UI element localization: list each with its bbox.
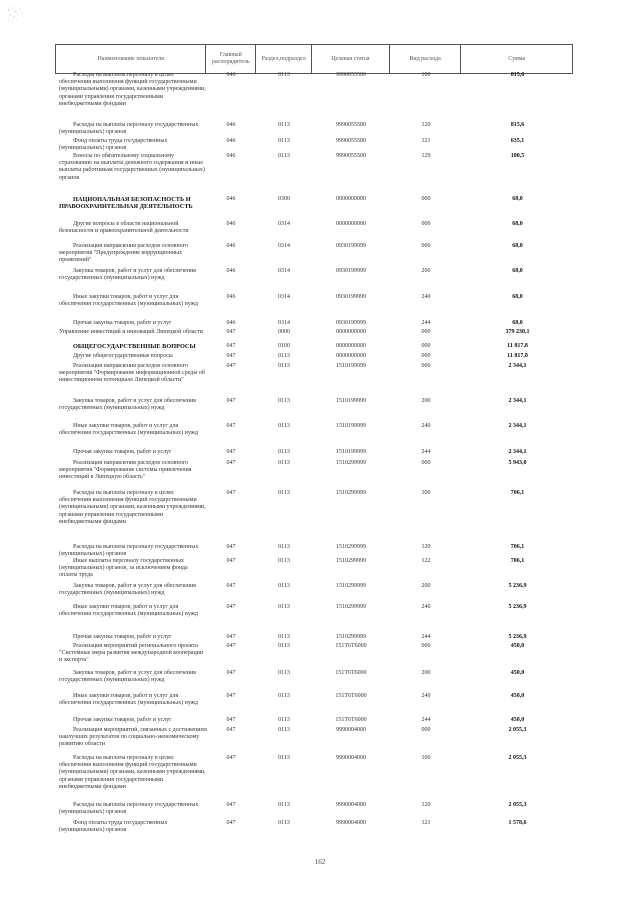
row-expense: 000 <box>421 243 431 249</box>
row-target: 0930199999 <box>336 294 366 300</box>
row-admin: 046 <box>226 122 236 128</box>
row-admin: 047 <box>226 727 236 733</box>
row-expense: 000 <box>421 353 431 359</box>
row-name: Прочая закупка товаров, работ и услуг <box>73 717 172 723</box>
row-name: Расходы на выплаты персоналу в целях обеспечения выполнения функций государственными (муниципальными) органами, казенными учреждениями, органами управления государственными внебюджетными фондами <box>59 490 206 525</box>
row-section: 0113 <box>278 423 290 429</box>
row-admin: 047 <box>226 670 236 676</box>
header-expense: Вид расхода <box>390 45 462 73</box>
row-name: Прочая закупка товаров, работ и услуг <box>73 320 172 326</box>
row-section: 0113 <box>278 363 290 369</box>
row-sum: 450,0 <box>510 643 525 649</box>
row-section: 0113 <box>278 398 290 404</box>
row-admin: 047 <box>226 460 236 466</box>
header-name: Наименование показателя <box>56 45 206 73</box>
row-section: 0113 <box>278 353 290 359</box>
row-target: 9990004000 <box>336 727 366 733</box>
row-section: 0113 <box>278 460 290 466</box>
row-target: 1510199999 <box>336 449 366 455</box>
row-expense: 244 <box>421 449 431 455</box>
table-header <box>55 44 573 74</box>
row-target: 0930199999 <box>336 320 366 326</box>
row-target: 1510299999 <box>336 634 366 640</box>
row-target: 1510199999 <box>336 398 366 404</box>
row-section: 0113 <box>278 604 290 610</box>
row-expense: 200 <box>421 670 431 676</box>
row-admin: 046 <box>226 196 236 202</box>
row-admin: 047 <box>226 343 236 349</box>
row-name: Закупка товаров, работ и услуг для обеспечения государственных (муниципальных) нужд <box>59 670 196 684</box>
row-sum: 1 578,6 <box>508 820 527 826</box>
row-name: Иные закупки товаров, работ и услуг для обеспечения государственных (муниципальных) нужд <box>59 693 198 707</box>
row-expense: 200 <box>421 268 431 274</box>
row-sum: 450,0 <box>510 717 525 723</box>
row-target: 151T6T6000 <box>335 670 367 676</box>
row-sum: 706,1 <box>510 490 525 496</box>
row-sum: 450,0 <box>510 693 525 699</box>
row-target: 1510299999 <box>336 558 366 564</box>
row-name: Расходы на выплаты персоналу государственных (муниципальных) органов <box>59 544 199 558</box>
row-sum: 2 055,3 <box>508 727 527 733</box>
row-sum: 68,0 <box>512 221 523 227</box>
row-sum: 2 344,1 <box>508 363 527 369</box>
row-expense: 000 <box>421 727 431 733</box>
row-name: НАЦИОНАЛЬНАЯ БЕЗОПАСНОСТЬ И ПРАВООХРАНИТЕЛЬНАЯ ДЕЯТЕЛЬНОСТЬ <box>59 196 193 211</box>
row-sum: 68,0 <box>512 268 523 274</box>
row-target: 9990004000 <box>336 802 366 808</box>
row-target: 1510199999 <box>336 423 366 429</box>
row-section: 0113 <box>278 72 290 78</box>
row-section: 0300 <box>278 196 290 202</box>
row-expense: 120 <box>421 544 431 550</box>
row-target: 9990055500 <box>336 138 366 144</box>
row-target: 9990004000 <box>336 820 366 826</box>
row-name: Расходы на выплаты персоналу государственных (муниципальных) органов <box>59 122 199 136</box>
row-section: 0113 <box>278 802 290 808</box>
row-admin: 047 <box>226 693 236 699</box>
row-section: 0113 <box>278 727 290 733</box>
row-expense: 244 <box>421 634 431 640</box>
row-name: Иные закупки товаров, работ и услуг для обеспечения государственных (муниципальных) нужд <box>59 604 198 618</box>
row-admin: 047 <box>226 755 236 761</box>
row-expense: 120 <box>421 122 431 128</box>
row-admin: 047 <box>226 490 236 496</box>
row-admin: 046 <box>226 320 236 326</box>
row-expense: 000 <box>421 460 431 466</box>
row-section: 0113 <box>278 558 290 564</box>
row-expense: 244 <box>421 320 431 326</box>
row-sum: 68,0 <box>512 196 523 202</box>
row-expense: 121 <box>421 820 431 826</box>
row-name: Другие вопросы в области национальной безопасности и правоохранительной деятельности <box>59 221 189 235</box>
row-section: 0113 <box>278 449 290 455</box>
row-admin: 047 <box>226 802 236 808</box>
header-section: Раздел,подраздел <box>256 45 312 73</box>
row-admin: 047 <box>226 329 236 335</box>
row-expense: 240 <box>421 294 431 300</box>
corner-mark-icon <box>6 6 28 26</box>
row-section: 0314 <box>278 268 290 274</box>
row-expense: 100 <box>421 490 431 496</box>
row-name: Реализация направления расходов основного мероприятия "Формирование информационной среды об инвестиционном потенциале Липецкой области" <box>59 363 205 384</box>
row-section: 0113 <box>278 490 290 496</box>
row-target: 1510299999 <box>336 460 366 466</box>
row-expense: 000 <box>421 643 431 649</box>
header-admin: Главный распорядитель <box>206 45 256 73</box>
row-section: 0113 <box>278 544 290 550</box>
row-sum: 2 344,1 <box>508 449 527 455</box>
row-target: 9990055500 <box>336 122 366 128</box>
row-admin: 047 <box>226 449 236 455</box>
row-expense: 000 <box>421 363 431 369</box>
row-name: Иные закупки товаров, работ и услуг для обеспечения государственных (муниципальных) нужд <box>59 423 198 437</box>
row-name: Прочая закупка товаров, работ и услуг <box>73 449 172 455</box>
row-section: 0314 <box>278 294 290 300</box>
row-expense: 240 <box>421 693 431 699</box>
row-target: 151T6T6000 <box>335 643 367 649</box>
row-section: 0314 <box>278 221 290 227</box>
row-name: Иные выплаты персоналу государственных (муниципальных) органов, за исключением фонда оплаты труда <box>59 558 188 579</box>
row-target: 1510299999 <box>336 604 366 610</box>
row-target: 1510299999 <box>336 583 366 589</box>
row-expense: 240 <box>421 423 431 429</box>
page-number: 162 <box>314 858 326 866</box>
row-expense: 100 <box>421 72 431 78</box>
row-expense: 244 <box>421 717 431 723</box>
row-admin: 047 <box>226 583 236 589</box>
row-name: Реализация направления расходов основного мероприятия "Предупреждение коррупционных проявлений" <box>59 243 189 264</box>
row-section: 0113 <box>278 755 290 761</box>
row-admin: 047 <box>226 643 236 649</box>
header-target: Целевая статья <box>312 45 390 73</box>
row-sum: 180,5 <box>510 153 525 159</box>
row-expense: 120 <box>421 802 431 808</box>
row-section: 0113 <box>278 153 290 159</box>
row-section: 0113 <box>278 717 290 723</box>
row-sum: 2 055,3 <box>508 802 527 808</box>
row-section: 0113 <box>278 138 290 144</box>
row-sum: 68,0 <box>512 294 523 300</box>
row-admin: 047 <box>226 604 236 610</box>
row-sum: 11 817,8 <box>507 343 528 349</box>
row-name: Фонд оплаты труда государственных (муниципальных) органов <box>59 138 168 152</box>
row-admin: 046 <box>226 153 236 159</box>
row-section: 0113 <box>278 634 290 640</box>
row-admin: 046 <box>226 221 236 227</box>
row-section: 0113 <box>278 693 290 699</box>
row-admin: 047 <box>226 558 236 564</box>
row-sum: 815,6 <box>510 72 525 78</box>
row-name: Управление инвестиций и инноваций Липецкой области <box>59 329 203 335</box>
row-target: 1510199999 <box>336 363 366 369</box>
row-target: 151T6T6000 <box>335 717 367 723</box>
row-name: Взносы по обязательному социальному страхованию на выплаты денежного содержания и иные выплаты работникам государственных (муниципальных) органов <box>59 153 205 181</box>
row-sum: 379 230,1 <box>505 329 530 335</box>
row-sum: 2 055,3 <box>508 755 527 761</box>
row-admin: 046 <box>226 138 236 144</box>
row-expense: 000 <box>421 329 431 335</box>
row-sum: 5 236,9 <box>508 604 527 610</box>
row-sum: 450,0 <box>510 670 525 676</box>
row-sum: 706,1 <box>510 544 525 550</box>
row-target: 0930199999 <box>336 243 366 249</box>
row-section: 0100 <box>278 343 290 349</box>
row-sum: 5 236,9 <box>508 634 527 640</box>
row-section: 0113 <box>278 643 290 649</box>
row-admin: 047 <box>226 544 236 550</box>
row-sum: 2 344,1 <box>508 398 527 404</box>
row-expense: 200 <box>421 398 431 404</box>
row-admin: 047 <box>226 363 236 369</box>
row-section: 0113 <box>278 820 290 826</box>
row-admin: 046 <box>226 268 236 274</box>
row-expense: 121 <box>421 138 431 144</box>
row-name: Закупка товаров, работ и услуг для обеспечения государственных (муниципальных) нужд <box>59 583 196 597</box>
row-name: Иные закупки товаров, работ и услуг для обеспечения государственных (муниципальных) нужд <box>59 294 198 308</box>
row-expense: 100 <box>421 755 431 761</box>
row-admin: 046 <box>226 294 236 300</box>
row-name: Закупка товаров, работ и услуг для обеспечения государственных (муниципальных) нужд <box>59 268 196 282</box>
row-name: Другие общегосударственные вопросы <box>73 353 173 359</box>
row-name: Реализация направления расходов основного мероприятия "Формирование системы привлечения инвестиций в Липецкую область" <box>59 460 192 481</box>
row-name: Реализация мероприятий регионального проекта "Системные меры развития международной кооперации и экспорта" <box>59 643 204 664</box>
row-expense: 000 <box>421 343 431 349</box>
row-name: Прочая закупка товаров, работ и услуг <box>73 634 172 640</box>
row-name: ОБЩЕГОСУДАРСТВЕННЫЕ ВОПРОСЫ <box>73 343 196 350</box>
row-target: 9990004000 <box>336 755 366 761</box>
row-admin: 047 <box>226 353 236 359</box>
row-sum: 635,1 <box>510 138 525 144</box>
row-admin: 047 <box>226 634 236 640</box>
row-sum: 815,6 <box>510 122 525 128</box>
row-target: 9990055500 <box>336 72 366 78</box>
row-sum: 68,0 <box>512 320 523 326</box>
row-name: Расходы на выплаты персоналу государственных (муниципальных) органов <box>59 802 199 816</box>
row-sum: 11 817,8 <box>507 353 528 359</box>
row-target: 0000000000 <box>336 329 366 335</box>
header-sum: Сумма <box>508 55 526 62</box>
row-expense: 129 <box>421 153 431 159</box>
row-name: Расходы на выплаты персоналу в целях обеспечения выполнения функций государственными (муниципальными) органами, казенными учреждениями, органами управления государственными внебюджетными фондами <box>59 755 206 790</box>
row-section: 0000 <box>278 329 290 335</box>
row-target: 0930199999 <box>336 268 366 274</box>
row-name: Расходы на выплаты персоналу в целях обеспечения выполнения функций государственными (муниципальными) органами, казенными учреждениями, органами управления государственными внебюджетными фондами <box>59 72 206 107</box>
row-sum: 68,0 <box>512 243 523 249</box>
row-name: Реализация мероприятий, связанных с достижением наилучших результатов по социально-экономическому развитию области <box>59 727 207 748</box>
row-expense: 200 <box>421 583 431 589</box>
row-admin: 047 <box>226 423 236 429</box>
row-name: Закупка товаров, работ и услуг для обеспечения государственных (муниципальных) нужд <box>59 398 196 412</box>
row-section: 0113 <box>278 670 290 676</box>
row-section: 0113 <box>278 122 290 128</box>
row-target: 0000000000 <box>336 353 366 359</box>
row-target: 0000000000 <box>336 221 366 227</box>
row-admin: 046 <box>226 243 236 249</box>
row-target: 0000000000 <box>336 343 366 349</box>
row-target: 9990055500 <box>336 153 366 159</box>
row-admin: 047 <box>226 398 236 404</box>
row-sum: 5 943,0 <box>508 460 527 466</box>
row-target: 151T6T6000 <box>335 693 367 699</box>
row-admin: 047 <box>226 820 236 826</box>
row-admin: 046 <box>226 72 236 78</box>
row-sum: 2 344,1 <box>508 423 527 429</box>
row-target: 1510299999 <box>336 490 366 496</box>
row-name: Фонд оплаты труда государственных (муниципальных) органов <box>59 820 168 834</box>
row-sum: 706,1 <box>510 558 525 564</box>
row-section: 0113 <box>278 583 290 589</box>
row-target: 0000000000 <box>336 196 366 202</box>
row-target: 1510299999 <box>336 544 366 550</box>
row-section: 0314 <box>278 320 290 326</box>
row-expense: 240 <box>421 604 431 610</box>
row-expense: 122 <box>421 558 431 564</box>
row-section: 0314 <box>278 243 290 249</box>
row-sum: 5 236,9 <box>508 583 527 589</box>
row-admin: 047 <box>226 717 236 723</box>
row-expense: 000 <box>421 196 431 202</box>
row-expense: 000 <box>421 221 431 227</box>
